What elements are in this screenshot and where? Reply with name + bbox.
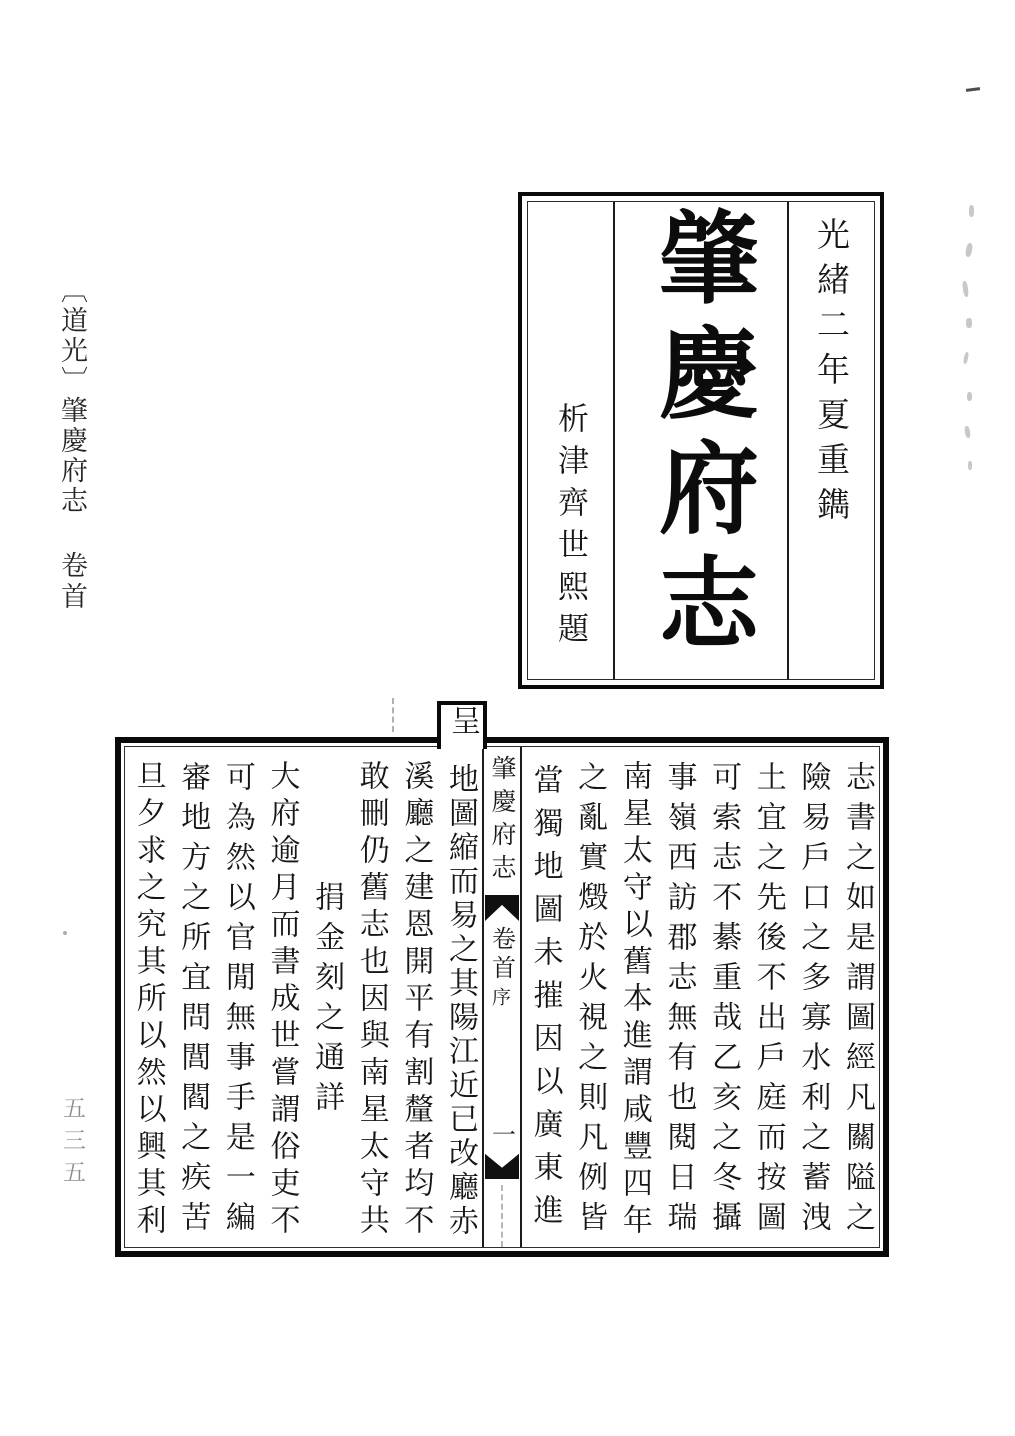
title-plate-left-column [528, 202, 613, 679]
calligrapher-inscription: 析津齊世熙題 [552, 402, 588, 654]
bleed-through-mark [966, 318, 972, 328]
bleed-through-mark [968, 461, 972, 470]
title-plate-right-column [789, 202, 874, 679]
preface-column-right-1: 志書之如是謂圖經凡關隘之 [840, 760, 875, 1241]
banxin-page-number: 一 [487, 1122, 516, 1146]
preface-column-right-6: 南星太守以舊本進謂咸豐四年 [616, 760, 652, 1241]
preface-column-left-8: 旦夕求之究其所以然以興其利 [130, 760, 166, 1241]
banxin-center-strip [482, 747, 522, 1247]
spine-volume-label: 卷首 [56, 551, 87, 613]
banxin-book-title: 肇慶府志 [488, 755, 517, 887]
raised-character: 呈 [445, 705, 480, 735]
center-crease-mark [392, 698, 394, 732]
fishtail-lower-icon [485, 1151, 519, 1179]
preface-column-right-7: 之亂實燬於火視之則凡例皆 [572, 760, 608, 1241]
preface-column-right-2: 險易戶口之多寡水利之蓄洩 [795, 760, 831, 1241]
preface-column-left-6: 可為然以官閒無事手是一編 [219, 760, 255, 1241]
bleed-through-mark [965, 243, 973, 258]
bleed-through-mark [963, 352, 969, 365]
page-corner-mark [966, 87, 980, 92]
title-plate-frame [518, 192, 884, 689]
preface-column-left-5: 大府逾月而書成世嘗謂俗吏不 [264, 760, 300, 1241]
preface-column-left-3: 敢刪仍舊志也因與南星太守共 [353, 760, 389, 1241]
preface-column-left-7: 審地方之所宜問閭閻之疾苦 [175, 760, 211, 1241]
bleed-through-mark [967, 392, 972, 401]
preface-column-right-4: 可索志不綦重哉乙亥之冬攝 [706, 760, 742, 1241]
folio-page-number: 五三五 [59, 1096, 85, 1192]
page-title: 肇慶府志 [642, 206, 760, 666]
title-plate-inner-border [527, 201, 875, 680]
bleed-through-mark [969, 205, 974, 217]
preface-column-right-5: 事嶺西訪郡志無有也閱日瑞 [661, 760, 697, 1241]
title-plate-center-column [613, 202, 789, 679]
bleed-through-mark [962, 281, 969, 298]
preface-inner-border [124, 746, 880, 1248]
preface-frame [115, 705, 889, 1257]
raised-character-tab [437, 701, 487, 749]
fishtail-upper-icon [485, 895, 519, 921]
banxin-chapter-label: 卷首 [487, 926, 516, 984]
preface-column-left-1: 地圖縮而易之其陽江近已改廳赤 [443, 762, 478, 1239]
banxin-crease-line [501, 1185, 503, 1247]
preface-column-right-3: 土宜之先後不出戶庭而按圖 [750, 760, 786, 1241]
preface-column-right-8: 當獨地圖未摧因以廣東進 [527, 764, 563, 1237]
bleed-through-mark [964, 426, 971, 439]
preface-column-left-2: 溪廳之建恩開平有割釐者均不 [398, 760, 434, 1241]
date-inscription: 光緒二年夏重鐫 [812, 217, 851, 532]
preface-column-left-4: 捐金刻之通詳 [309, 880, 345, 1121]
banxin-section-label: 序 [489, 987, 511, 1006]
spine-edition-title: ︹道光︺肇慶府志 [56, 276, 87, 516]
ink-speck [63, 931, 67, 935]
